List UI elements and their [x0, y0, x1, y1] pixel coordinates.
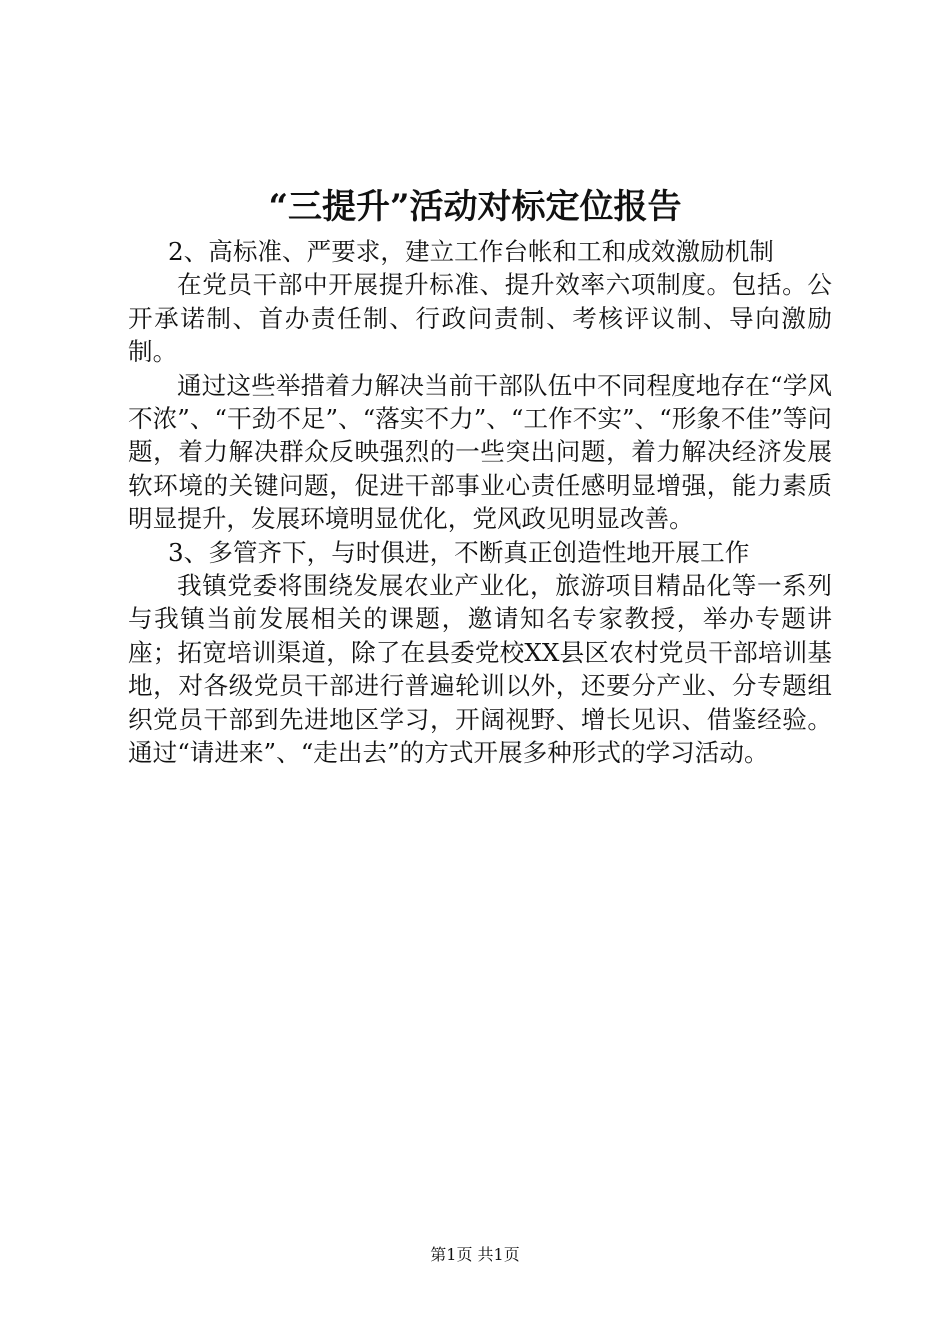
document-title: “三提升”活动对标定位报告	[268, 187, 682, 227]
paragraph-training: 我镇党委将围绕发展农业产业化，旅游项目精品化等一系列与我镇当前发展相关的课题，邀请知名专家教授，举办专题讲座；拓宽培训渠道，除了在县委党校XX县区农村党员干部培训基地，对各级党员干部进行普遍轮训以外，还要分产业、分专题组织党员干部到先进地区学习，开阔视野、增长见识、借鉴经验。通过“请进来”、“走出去”的方式开展多种形式的学习活动。	[128, 571, 832, 768]
document-body	[128, 235, 832, 770]
section-heading-3: 3、多管齐下，与时俱进，不断真正创造性地开展工作	[168, 537, 750, 567]
paragraph-measures: 在党员干部中开展提升标准、提升效率六项制度。包括。公开承诺制、首办责任制、行政问责制、考核评议制、导向激励制。	[128, 270, 832, 367]
page-footer: 第1页 共1页	[430, 1245, 520, 1264]
paragraph-goals: 通过这些举措着力解决当前干部队伍中不同程度地存在“学风不浓”、“干劲不足”、“落实不力”、“工作不实”、“形象不佳”等问题，着力解决群众反映强烈的一些突出问题，着力解决经济发展软环境的关键问题，促进干部事业心责任感明显增强，能力素质明显提升，发展环境明显优化，党风政见明显改善。	[128, 370, 832, 534]
section-heading-2: 2、高标准、严要求，建立工作台帐和工和成效激励机制	[168, 237, 774, 266]
